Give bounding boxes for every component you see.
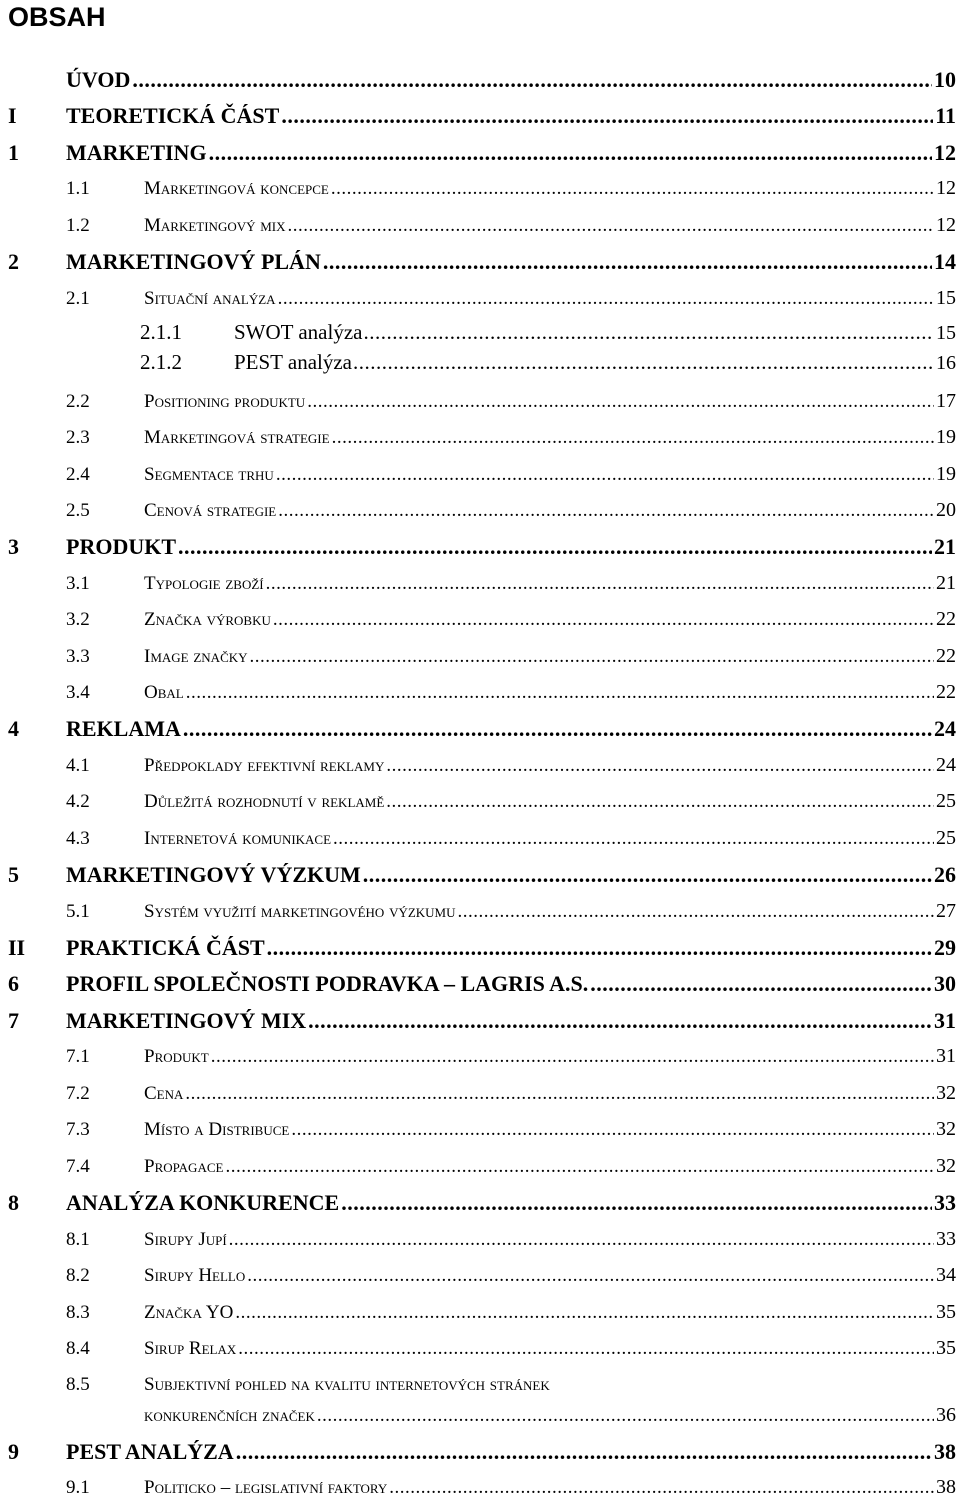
toc-entry-title: Značka YO xyxy=(144,1302,234,1323)
toc-entry-title: ANALÝZA KONKURENCE xyxy=(66,1190,340,1215)
toc-leader-dots xyxy=(132,67,932,93)
toc-entry-number: 8.3 xyxy=(66,1302,90,1323)
toc-entry[interactable] xyxy=(8,644,956,669)
toc-entry-number: 2.4 xyxy=(66,464,90,485)
toc-entry-title: ÚVOD xyxy=(66,67,131,92)
toc-entry-title: Subjektivní pohled na kvalitu internetových stránek xyxy=(144,1374,550,1395)
toc-entry-title: Systém využití marketingového výzkumu xyxy=(144,901,456,922)
toc-page-number: 19 xyxy=(936,463,956,485)
toc-page-number: 29 xyxy=(934,935,956,960)
toc-leader-dots xyxy=(225,1155,934,1179)
toc-page-number: 15 xyxy=(936,322,956,344)
toc-entry-number: 8.4 xyxy=(66,1338,90,1359)
toc-page-number: 35 xyxy=(936,1301,956,1323)
toc-leader-dots xyxy=(183,716,932,742)
toc-leader-dots xyxy=(273,608,934,632)
toc-entry[interactable] xyxy=(8,826,956,851)
toc-leader-dots xyxy=(363,862,932,888)
toc-entry-title: MARKETING xyxy=(66,140,207,165)
toc-leader-dots xyxy=(308,1008,932,1034)
toc-entry-title: MARKETINGOVÝ VÝZKUM xyxy=(66,862,361,887)
toc-page-number: 19 xyxy=(936,426,956,448)
toc-page-number: 11 xyxy=(935,103,956,128)
toc-page-number: 17 xyxy=(936,390,956,412)
toc-chapter[interactable] xyxy=(8,1190,956,1216)
toc-page-number: 38 xyxy=(934,1439,956,1464)
toc-entry[interactable] xyxy=(8,176,956,201)
toc-entry-title: Positioning produktu xyxy=(144,391,306,412)
toc-entry[interactable] xyxy=(8,607,956,632)
toc-entry-number: 3.4 xyxy=(66,682,90,703)
toc-page-number: 25 xyxy=(936,790,956,812)
toc-entry-title: Marketingová koncepce xyxy=(144,178,329,199)
toc-leader-dots xyxy=(317,1404,934,1428)
toc-entry-title: Sirupy Jupí xyxy=(144,1229,227,1250)
toc-entry-number: 1.1 xyxy=(66,178,90,199)
toc-entry-continuation[interactable] xyxy=(8,1403,956,1428)
toc-leader-dots xyxy=(247,1264,934,1288)
toc-entry-number: 2.1 xyxy=(66,288,90,309)
toc-leader-dots xyxy=(323,249,932,275)
toc-entry-number: 3.3 xyxy=(66,646,90,667)
toc-entry-title: Marketingová strategie xyxy=(144,427,330,448)
toc-entry[interactable] xyxy=(8,1300,956,1325)
toc-page-number: 33 xyxy=(936,1228,956,1250)
toc-chapter[interactable] xyxy=(8,935,956,961)
toc-leader-dots xyxy=(209,140,932,166)
toc-entry-title: Propagace xyxy=(144,1156,224,1177)
toc-page-number: 12 xyxy=(936,214,956,236)
toc-chapter[interactable] xyxy=(8,534,956,560)
toc-page-number: 22 xyxy=(936,645,956,667)
toc-entry-number: 4 xyxy=(8,716,19,741)
toc-entry[interactable] xyxy=(8,571,956,596)
toc-page-number: 27 xyxy=(936,900,956,922)
toc-entry[interactable] xyxy=(8,680,956,705)
toc-leader-dots xyxy=(266,572,934,596)
toc-page-number: 31 xyxy=(934,1008,956,1033)
toc-page-number: 14 xyxy=(934,249,956,274)
toc-page-number: 32 xyxy=(936,1155,956,1177)
toc-entry-title: Produkt xyxy=(144,1046,209,1067)
toc-chapter[interactable] xyxy=(8,1439,956,1465)
toc-page-number: 35 xyxy=(936,1337,956,1359)
toc-leader-dots xyxy=(353,350,934,374)
toc-entry[interactable] xyxy=(8,1154,956,1179)
toc-entry-title: PROFIL SPOLEČNOSTI PODRAVKA – LAGRIS A.S. xyxy=(66,971,589,996)
toc-entry-title: Důležitá rozhodnutí v reklamě xyxy=(144,791,385,812)
toc-entry-title: Předpoklady efektivní reklamy xyxy=(144,755,385,776)
toc-entry[interactable] xyxy=(8,350,956,375)
toc-entry-number: 2.5 xyxy=(66,500,90,521)
toc-entry-title: PEST analýza xyxy=(234,350,353,374)
toc-leader-dots xyxy=(458,900,934,924)
toc-entry-number: 1.2 xyxy=(66,215,90,236)
toc-page-number: 24 xyxy=(936,754,956,776)
toc-leader-dots xyxy=(281,103,933,129)
toc-entry-number: 4.2 xyxy=(66,791,90,812)
toc-entry[interactable] xyxy=(8,1227,956,1252)
toc-chapter[interactable] xyxy=(8,249,956,275)
toc-chapter[interactable] xyxy=(8,67,956,93)
toc-entry-title: Situační analýza xyxy=(144,288,276,309)
toc-chapter[interactable] xyxy=(8,140,956,166)
toc-entry-title: Místo a Distribuce xyxy=(144,1119,290,1140)
toc-entry-title: PRODUKT xyxy=(66,534,176,559)
toc-entry-title: Image značky xyxy=(144,646,248,667)
toc-entry-title: REKLAMA xyxy=(66,716,181,741)
toc-leader-dots xyxy=(386,790,934,814)
toc-entry[interactable] xyxy=(8,1044,956,1069)
toc-entry-number: 3.1 xyxy=(66,573,90,594)
toc-leader-dots xyxy=(235,1301,934,1325)
toc-entry[interactable] xyxy=(8,1475,956,1500)
toc-entry-number: 5.1 xyxy=(66,901,90,922)
toc-entry[interactable] xyxy=(8,1336,956,1361)
toc-entry-number: 7 xyxy=(8,1008,19,1033)
toc-leader-dots xyxy=(278,499,934,523)
toc-leader-dots xyxy=(332,426,934,450)
toc-leader-dots xyxy=(333,827,934,851)
toc-leader-dots xyxy=(386,754,934,778)
toc-entry-number: 5 xyxy=(8,862,19,887)
toc-leader-dots xyxy=(185,1082,934,1106)
toc-entry-number: 3.2 xyxy=(66,609,90,630)
toc-leader-dots xyxy=(238,1337,934,1361)
page-title: OBSAH xyxy=(8,2,106,32)
toc-page-number: 22 xyxy=(936,608,956,630)
toc-leader-dots xyxy=(389,1476,934,1500)
toc-leader-dots xyxy=(363,320,934,344)
toc-entry-title: Sirup Relax xyxy=(144,1338,237,1359)
toc-entry-number: 8.2 xyxy=(66,1265,90,1286)
toc-entry[interactable] xyxy=(8,286,956,311)
toc-entry-number: I xyxy=(8,103,17,128)
toc-page-number: 31 xyxy=(936,1045,956,1067)
toc-entry-number: 1 xyxy=(8,140,19,165)
toc-entry-number: 2 xyxy=(8,249,19,274)
toc-page-number: 33 xyxy=(934,1190,956,1215)
toc-entry-title: MARKETINGOVÝ MIX xyxy=(66,1008,307,1033)
toc-leader-dots xyxy=(267,935,932,961)
toc-entry-number: 2.2 xyxy=(66,391,90,412)
toc-entry-title: PRAKTICKÁ ČÁST xyxy=(66,935,265,960)
toc-leader-dots xyxy=(211,1045,934,1069)
toc-entry-number: 3 xyxy=(8,534,19,559)
toc-entry-title: Marketingový mix xyxy=(144,215,286,236)
toc-page-number: 26 xyxy=(934,862,956,887)
toc-entry-title: Sirupy Hello xyxy=(144,1265,246,1286)
toc-entry-number: 6 xyxy=(8,971,19,996)
toc-page-number: 34 xyxy=(936,1264,956,1286)
toc-leader-dots xyxy=(276,463,934,487)
toc-entry-number: 4.1 xyxy=(66,755,90,776)
toc-entry-title: MARKETINGOVÝ PLÁN xyxy=(66,249,321,274)
toc-page-number: 20 xyxy=(936,499,956,521)
toc-leader-dots xyxy=(178,534,932,560)
toc-entry[interactable] xyxy=(8,1081,956,1106)
toc-entry-number: 7.2 xyxy=(66,1083,90,1104)
toc-entry-number: 4.3 xyxy=(66,828,90,849)
toc-entry-number: 2.1.1 xyxy=(140,320,182,344)
toc-entry[interactable] xyxy=(8,320,956,345)
toc-leader-dots xyxy=(307,390,934,414)
toc-leader-dots xyxy=(236,1439,932,1465)
toc-chapter[interactable] xyxy=(8,862,956,888)
toc-entry-number: 2.1.2 xyxy=(140,350,182,374)
toc-entry-number: 2.3 xyxy=(66,427,90,448)
toc-entry[interactable] xyxy=(8,1117,956,1142)
toc-entry[interactable] xyxy=(8,789,956,814)
toc-entry-title: Značka výrobku xyxy=(144,609,271,630)
toc-page-number: 24 xyxy=(934,716,956,741)
toc-entry-number: 8.5 xyxy=(66,1374,90,1395)
toc-entry-title: Obal xyxy=(144,682,184,703)
toc-page-number: 38 xyxy=(936,1476,956,1498)
toc-entry-title: Cenová strategie xyxy=(144,500,277,521)
toc-leader-dots xyxy=(229,1228,934,1252)
toc-entry[interactable] xyxy=(8,1263,956,1288)
toc-page-number: 22 xyxy=(936,681,956,703)
toc-entry-title: Segmentace trhu xyxy=(144,464,274,485)
toc-page-number: 25 xyxy=(936,827,956,849)
toc-entry-title-continuation: konkurenčních značek xyxy=(144,1405,315,1426)
toc-entry[interactable] xyxy=(8,389,956,414)
toc-leader-dots xyxy=(186,681,934,705)
toc-entry-number: II xyxy=(8,935,26,960)
toc-entry-title: TEORETICKÁ ČÁST xyxy=(66,103,280,128)
toc-entry-title: Politicko – legislativní faktory xyxy=(144,1477,388,1498)
toc-entry-title: PEST ANALÝZA xyxy=(66,1439,234,1464)
toc-entry-title: Cena xyxy=(144,1083,184,1104)
toc-page-number: 10 xyxy=(934,67,956,92)
toc-page-number: 30 xyxy=(934,971,956,996)
toc-page-number: 21 xyxy=(934,534,956,559)
toc-entry[interactable] xyxy=(8,462,956,487)
toc-leader-dots xyxy=(278,287,934,311)
toc-chapter[interactable] xyxy=(8,716,956,742)
toc-leader-dots xyxy=(590,971,932,997)
toc-page-number: 36 xyxy=(936,1404,956,1426)
toc-leader-dots xyxy=(291,1118,934,1142)
toc-entry-number: 9 xyxy=(8,1439,19,1464)
toc-entry-number: 9.1 xyxy=(66,1477,90,1498)
toc-page-number: 21 xyxy=(936,572,956,594)
toc-leader-dots xyxy=(341,1190,932,1216)
toc-page-number: 12 xyxy=(936,177,956,199)
toc-entry[interactable] xyxy=(8,899,956,924)
toc-entry-number: 7.3 xyxy=(66,1119,90,1140)
toc-page-number: 15 xyxy=(936,287,956,309)
toc-entry[interactable] xyxy=(8,425,956,450)
toc-entry[interactable] xyxy=(8,213,956,238)
toc-chapter[interactable] xyxy=(8,971,956,997)
toc-entry-number: 7.4 xyxy=(66,1156,90,1177)
toc-page-number: 32 xyxy=(936,1118,956,1140)
toc-leader-dots xyxy=(250,645,934,669)
toc-entry-title: Internetová komunikace xyxy=(144,828,332,849)
toc-page-number: 16 xyxy=(936,352,956,374)
toc-entry[interactable] xyxy=(8,1373,956,1397)
toc-chapter[interactable] xyxy=(8,1008,956,1034)
toc-entry-title: Typologie zboží xyxy=(144,573,264,594)
toc-page-number: 32 xyxy=(936,1082,956,1104)
toc-entry[interactable] xyxy=(8,753,956,778)
toc-entry-number: 7.1 xyxy=(66,1046,90,1067)
toc-chapter[interactable] xyxy=(8,103,956,129)
toc-entry-number: 8 xyxy=(8,1190,19,1215)
toc-leader-dots xyxy=(288,214,934,238)
toc-entry-number: 8.1 xyxy=(66,1229,90,1250)
toc-page-number: 12 xyxy=(934,140,956,165)
toc-entry[interactable] xyxy=(8,498,956,523)
toc-leader-dots xyxy=(331,177,934,201)
toc-entry-title: SWOT analýza xyxy=(234,320,363,344)
